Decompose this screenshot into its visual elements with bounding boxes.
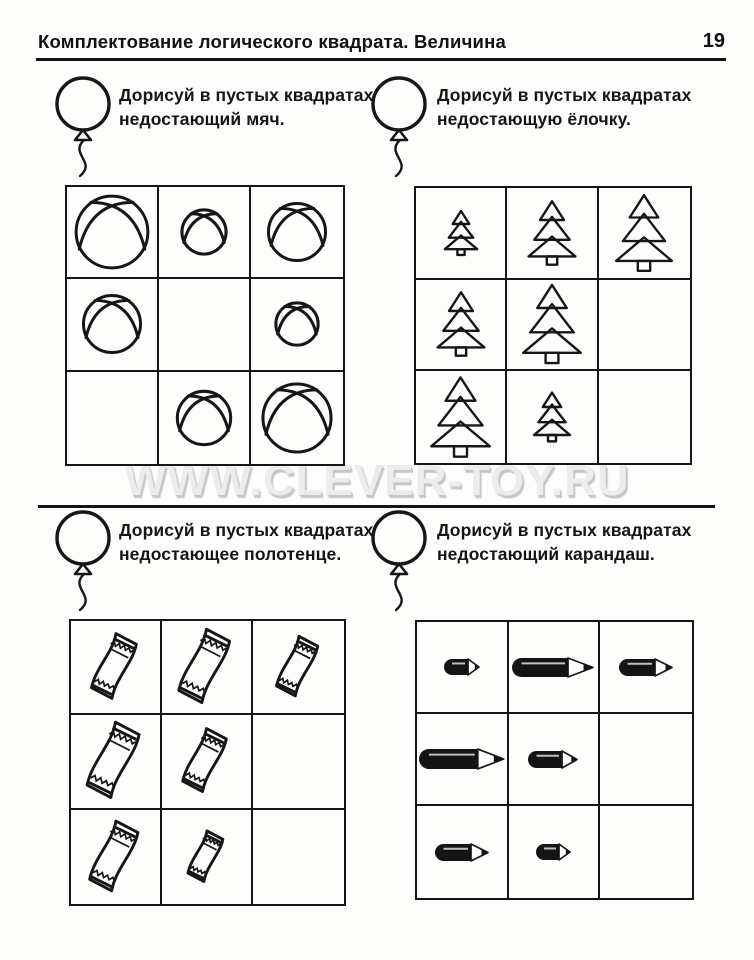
towel-item — [176, 625, 237, 709]
grid-cell-pencil — [509, 806, 601, 898]
pencil-item — [526, 748, 580, 771]
grid-cell-empty — [599, 371, 690, 463]
logic-grid-balls — [65, 185, 345, 466]
pencil-item — [442, 656, 482, 678]
ball-item — [81, 293, 143, 355]
grid-cell-tree — [599, 188, 690, 280]
grid-cell-empty — [600, 806, 692, 898]
fir-tree-item — [443, 209, 479, 257]
logic-grid-towels — [69, 619, 346, 906]
task-instruction-trees — [437, 84, 699, 131]
ball-item — [260, 381, 334, 455]
grid-cell-ball — [251, 187, 343, 279]
ball-item — [274, 301, 320, 347]
task-instruction-balls — [119, 84, 381, 131]
task-instruction-towels — [119, 519, 381, 566]
logic-grid-pencils — [415, 620, 694, 900]
section-divider — [38, 505, 715, 508]
fir-tree-item — [526, 199, 578, 267]
grid-cell-tree — [416, 188, 507, 280]
grid-cell-towel — [71, 810, 162, 904]
grid-cell-empty — [600, 714, 692, 806]
page-title: Комплектование логического квадрата. Величина — [38, 31, 506, 52]
grid-cell-pencil — [509, 622, 601, 714]
pencil-item — [617, 656, 675, 679]
grid-cell-ball — [67, 279, 159, 371]
grid-cell-towel — [71, 715, 162, 809]
grid-cell-tree — [507, 371, 598, 463]
grid-cell-towel — [162, 810, 253, 904]
grid-cell-empty — [67, 372, 159, 464]
grid-cell-empty — [159, 279, 251, 371]
instruction-line: Дорисуй в пустых квадратах — [119, 85, 374, 105]
ball-item — [73, 193, 151, 271]
grid-cell-tree — [507, 188, 598, 280]
page-number: 19 — [702, 30, 725, 52]
instruction-line: недостающее полотенце. — [119, 543, 342, 564]
instruction-line: Дорисуй в пустых квадратах — [437, 85, 692, 105]
towel-item — [180, 725, 233, 797]
grid-cell-pencil — [417, 714, 509, 806]
grid-cell-empty — [599, 280, 690, 372]
towel-item — [89, 630, 143, 704]
grid-cell-towel — [162, 621, 253, 715]
grid-cell-tree — [507, 280, 598, 372]
fir-tree-item — [520, 282, 584, 366]
fir-tree-item — [435, 290, 487, 358]
grid-cell-ball — [67, 187, 159, 279]
balloon-icon — [55, 508, 113, 612]
pencil-item — [417, 746, 507, 772]
instruction-line: Дорисуй в пустых квадратах — [437, 520, 692, 540]
grid-cell-pencil — [417, 622, 509, 714]
grid-cell-pencil — [417, 806, 509, 898]
fir-tree-item — [428, 374, 493, 460]
towel-item — [274, 633, 324, 701]
grid-cell-empty — [253, 810, 344, 904]
watermark: WWW.CLEVER-TOY.RU — [124, 456, 630, 505]
fir-tree-item — [613, 192, 675, 274]
pencil-item — [510, 655, 596, 680]
logic-grid-trees — [414, 186, 692, 465]
instruction-line: недостающий карандаш. — [437, 543, 655, 564]
instruction-line: недостающий мяч. — [119, 108, 285, 129]
towel-item — [84, 718, 147, 804]
grid-cell-towel — [253, 621, 344, 715]
pencil-item — [433, 841, 491, 864]
grid-cell-ball — [159, 187, 251, 279]
header-rule — [36, 58, 726, 61]
grid-cell-pencil — [600, 622, 692, 714]
ball-item — [266, 201, 328, 263]
grid-cell-pencil — [509, 714, 601, 806]
instruction-line: Дорисуй в пустых квадратах — [119, 520, 374, 540]
grid-cell-ball — [159, 372, 251, 464]
pencil-item — [534, 841, 573, 863]
balloon-icon — [55, 74, 113, 178]
fir-tree-item — [532, 391, 572, 443]
ball-item — [175, 389, 233, 447]
grid-cell-tree — [416, 371, 507, 463]
task-instruction-pencils — [437, 519, 699, 566]
towel-item — [87, 817, 145, 897]
grid-cell-towel — [162, 715, 253, 809]
grid-cell-ball — [251, 279, 343, 371]
grid-cell-ball — [251, 372, 343, 464]
grid-cell-towel — [71, 621, 162, 715]
grid-cell-empty — [253, 715, 344, 809]
ball-item — [180, 208, 228, 256]
instruction-line: недостающую ёлочку. — [437, 108, 631, 129]
grid-cell-tree — [416, 280, 507, 372]
towel-item — [186, 828, 228, 886]
